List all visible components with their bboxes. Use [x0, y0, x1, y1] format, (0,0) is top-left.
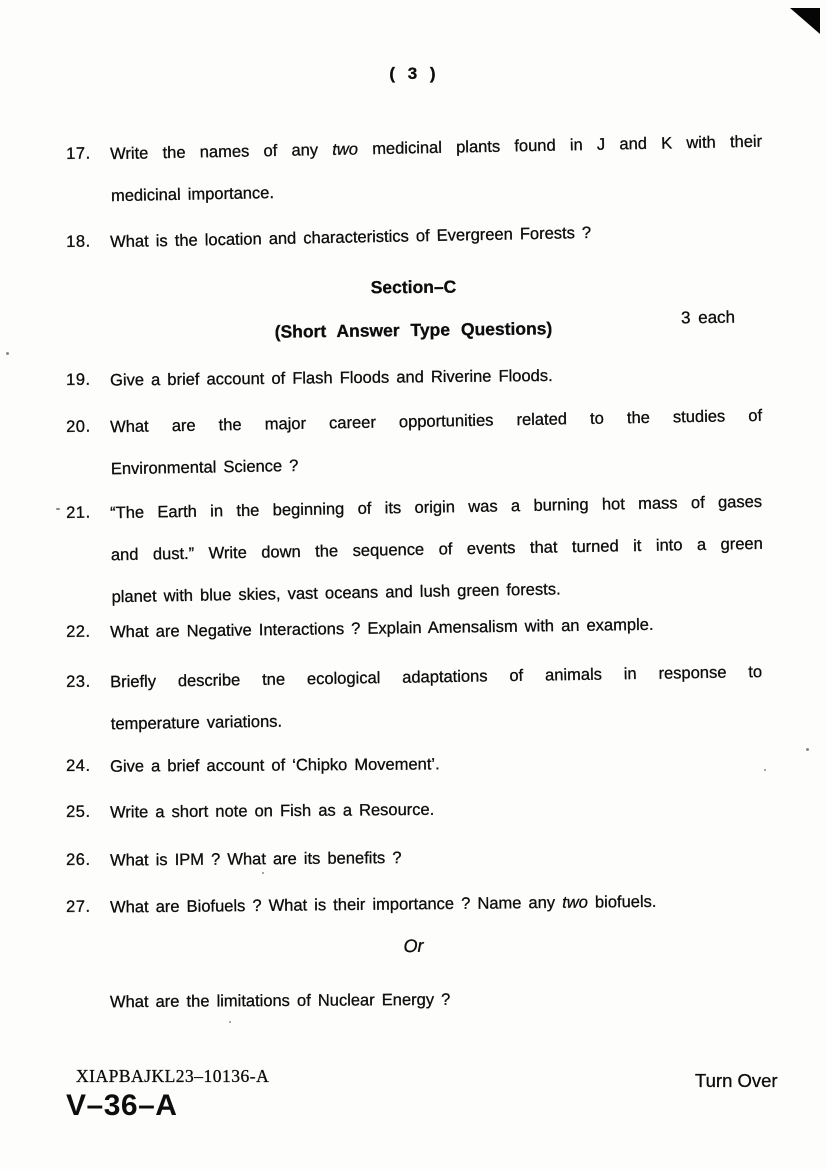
question-line	[111, 448, 763, 479]
question-text	[110, 891, 762, 918]
question-text-part: and dust.” Write down the sequence of events that turned it into a green	[110, 534, 763, 565]
question-text-part: medicinal plants found in J and K with their	[357, 132, 763, 159]
question-text	[110, 797, 762, 823]
page-corner-fold	[790, 8, 820, 34]
emphasized-word: two	[332, 140, 359, 159]
scan-speck	[764, 769, 766, 771]
question-item	[66, 492, 768, 608]
question-number: 19.	[66, 370, 91, 389]
question-text	[110, 752, 762, 777]
question-line	[110, 492, 762, 523]
question-text	[110, 845, 762, 871]
question-line	[110, 891, 762, 918]
paper-code: XIAPBAJKL23–10136-A	[76, 1066, 270, 1086]
question-item	[66, 406, 767, 480]
question-text	[110, 492, 764, 607]
question-text-part: Give a brief account of ‘Chipko Movement’.	[110, 755, 440, 776]
question-line	[110, 132, 762, 165]
question-text	[110, 406, 763, 479]
question-item	[66, 752, 766, 777]
question-text-part: What are the major career opportunities related to the studies of	[110, 406, 763, 437]
question-text-part: Briefly describe tne ecological adaptations of animals in response to	[110, 663, 763, 692]
scan-speck	[229, 1021, 231, 1023]
question-text-part: biofuels.	[587, 892, 657, 912]
scan-speck	[262, 872, 264, 874]
question-text-part: Write a short note on Fish as a Resource.	[110, 800, 435, 822]
question-line	[111, 174, 763, 207]
question-text	[110, 220, 762, 253]
question-text-part: What is IPM ? What are its benefits ?	[110, 849, 402, 870]
question-number: 17.	[66, 144, 91, 163]
question-item	[66, 891, 766, 918]
question-text-part: What are Negative Interactions ? Explain Amensalism with an example.	[110, 615, 654, 642]
question-line	[110, 662, 762, 692]
question-text	[110, 613, 762, 642]
question-text	[110, 662, 763, 734]
question-line	[110, 220, 762, 253]
question-line	[110, 752, 762, 777]
scan-speck	[806, 748, 809, 751]
question-number: 18.	[66, 232, 91, 251]
question-line	[110, 845, 762, 871]
question-text	[110, 364, 762, 391]
question-text-part: Give a brief account of Flash Floods and Riverine Floods.	[110, 366, 553, 390]
question-number: 20.	[66, 417, 91, 436]
or-separator: Or	[403, 935, 424, 957]
emphasized-word: two	[562, 893, 588, 912]
question-text-part: temperature variations.	[110, 712, 283, 734]
question-item	[66, 845, 766, 871]
question-number: 24.	[66, 756, 91, 775]
question-line	[111, 704, 763, 734]
set-code: V–36–A	[66, 1089, 178, 1122]
scan-speck	[56, 508, 60, 510]
question-text-part: Environmental Science ?	[110, 456, 299, 479]
alternative-question: What are the limitations of Nuclear Energy ?	[109, 990, 451, 1012]
question-line	[111, 576, 763, 607]
question-text-part: medicinal importance.	[110, 184, 275, 206]
section-subtitle: (Short Answer Type Questions)	[274, 318, 553, 342]
question-number: 21.	[66, 503, 91, 522]
question-item	[66, 797, 766, 823]
question-text-part: What is the location and characteristics of Evergreen Forests ?	[110, 223, 592, 252]
question-item	[66, 132, 767, 207]
question-item	[66, 220, 766, 253]
turn-over-label: Turn Over	[695, 1070, 778, 1091]
question-item	[66, 364, 766, 391]
section-title: Section–C	[370, 276, 457, 298]
question-number: 22.	[66, 622, 91, 641]
question-line	[110, 797, 762, 823]
question-text-part: What are Biofuels ? What is their importance ? Name any	[110, 893, 563, 917]
question-number: 27.	[66, 897, 91, 916]
question-line	[110, 406, 762, 437]
question-number: 23.	[66, 672, 91, 691]
question-number: 25.	[66, 802, 91, 821]
question-text-part: “The Earth in the beginning of its origin was a burning hot mass of gases	[110, 492, 763, 523]
scan-speck	[6, 352, 9, 355]
question-number: 26.	[66, 850, 91, 869]
question-item	[66, 662, 767, 735]
question-text	[110, 132, 763, 207]
marks-note: 3 each	[680, 307, 736, 328]
page-number: ( 3 )	[389, 64, 438, 83]
question-line	[110, 364, 762, 391]
question-line	[111, 534, 763, 565]
question-text-part: planet with blue skies, vast oceans and lush green forests.	[111, 580, 561, 607]
question-item	[66, 613, 766, 643]
question-text-part: Write the names of any	[110, 140, 333, 164]
question-line	[110, 613, 762, 642]
